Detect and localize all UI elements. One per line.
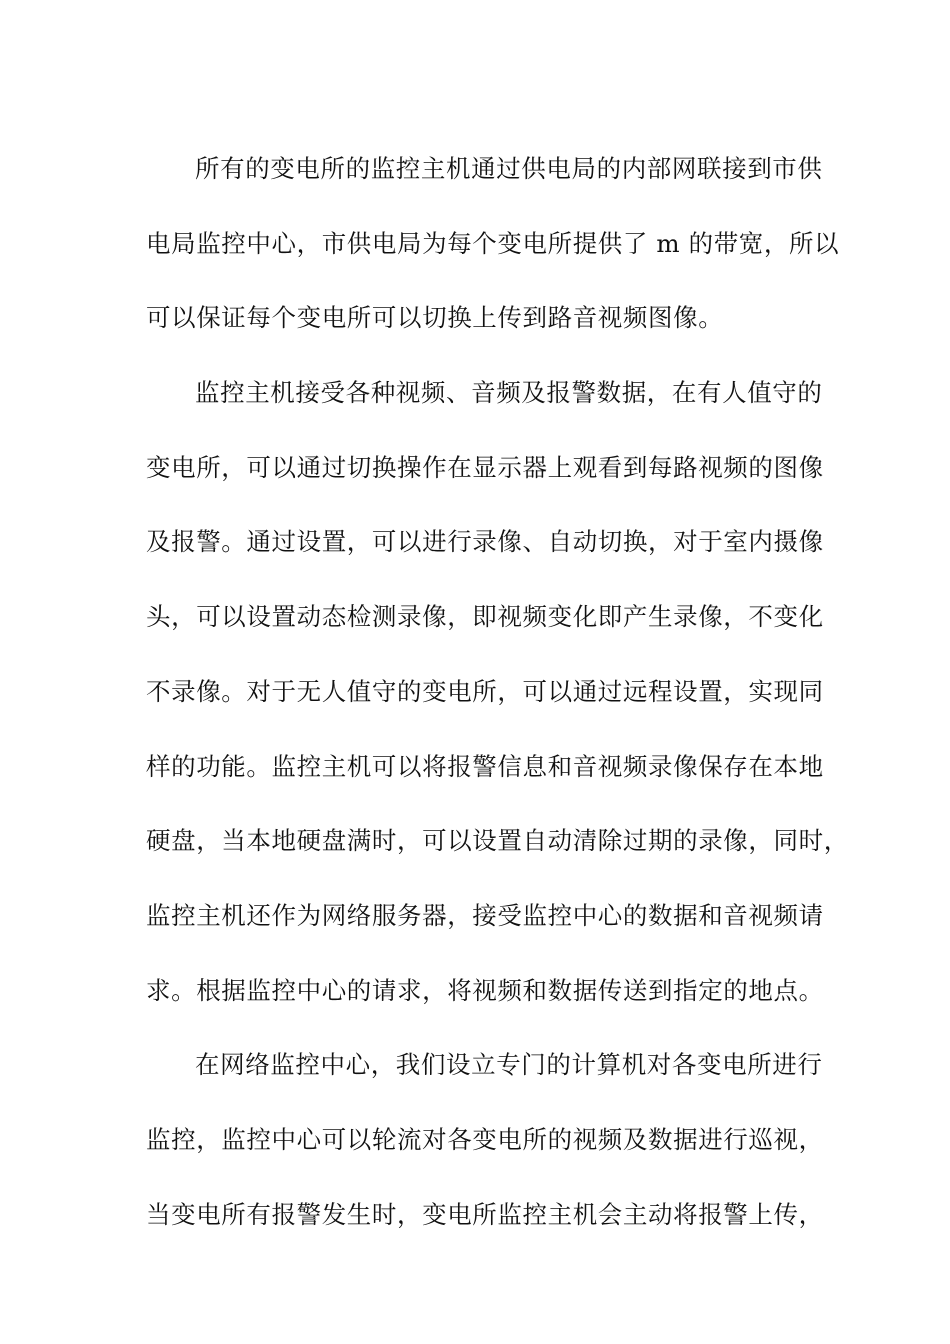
paragraph-line: 及报警。通过设置，可以进行录像、自动切换，对于室内摄像 (146, 527, 824, 557)
paragraph-1 (146, 132, 840, 356)
body-text (146, 132, 849, 1252)
paragraph-line: 所有的变电所的监控主机通过供电局的内部网联接到市供 (195, 154, 823, 183)
paragraph-line: 变电所，可以通过切换操作在显示器上观看到每路视频的图像 (146, 452, 824, 482)
paragraph-line: 不录像。对于无人值守的变电所，可以通过远程设置，实现同 (146, 676, 824, 706)
paragraph-line: 监控主机还作为网络服务器，接受监控中心的数据和音视频请 (146, 900, 824, 930)
paragraph-3 (146, 1028, 826, 1252)
paragraph-line: 在网络监控中心，我们设立专门的计算机对各变电所进行 (195, 1050, 823, 1080)
paragraph-line: 监控，监控中心可以轮流对各变电所的视频及数据进行巡视， (146, 1124, 824, 1154)
paragraph-line: 求。根据监控中心的请求，将视频和数据传送到指定的地点。 (146, 975, 824, 1005)
paragraph-line: 头，可以设置动态检测录像，即视频变化即产生录像，不变化 (146, 602, 824, 632)
paragraph-line: 当变电所有报警发生时，变电所监控主机会主动将报警上传， (146, 1199, 824, 1229)
paragraph-line: 样的功能。监控主机可以将报警信息和音视频录像保存在本地 (146, 751, 824, 781)
paragraph-2 (146, 356, 849, 1028)
paragraph-line: 监控主机接受各种视频、音频及报警数据，在有人值守的 (195, 378, 823, 408)
paragraph-line: 可以保证每个变电所可以切换上传到路音视频图像。 (146, 303, 724, 333)
paragraph-line: 硬盘，当本地硬盘满时，可以设置自动清除过期的录像，同时， (146, 826, 849, 856)
paragraph-line: 电局监控中心，市供电局为每个变电所提供了 m 的带宽，所以 (146, 228, 840, 258)
